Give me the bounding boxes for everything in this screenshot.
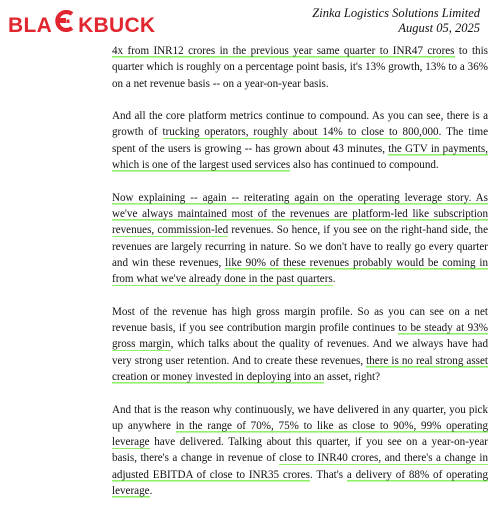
highlighted-text: there is no real strong asset creation or money invested in deploying into an: [112, 354, 488, 383]
transcript-body: [112, 43, 488, 516]
text-segment: , which talks about the quality of revenues. And we always have had very strong user retention. And to create these revenues,: [112, 338, 488, 367]
text-segment: asset, right?: [324, 370, 381, 383]
paragraph-2: [112, 108, 488, 173]
highlighted-text: the GTV in payments, which is one of the largest used services: [112, 142, 488, 172]
truck-logo-icon: [53, 10, 77, 32]
document-meta: [312, 6, 480, 36]
highlighted-text: close to INR40 crores, and there's a change in adjusted EBITDA of close to INR35 crores: [112, 452, 488, 481]
brand-logo: [8, 10, 155, 38]
paragraph-4: [112, 304, 488, 385]
brand-name: [8, 10, 155, 38]
text-segment: Most of the revenue has high gross margin profile. So as you can see on a net revenue basis, if you see contribution margin profile continues: [112, 305, 488, 335]
text-segment: also has continued to compound.: [290, 159, 439, 172]
text-segment: And all the core platform metrics continue to compound. As you can see, there is a growth of: [112, 110, 488, 139]
highlighted-text: trucking operators, roughly about 14% to close to 800,000: [162, 126, 439, 139]
text-segment: .: [149, 485, 153, 498]
text-segment: . That's: [309, 468, 347, 481]
highlighted-text: in the range of 70%, 75% to like as close to 90%, 99% operating leverage: [112, 419, 488, 449]
page-header: [0, 0, 500, 42]
highlighted-text: Now explaining -- again -- reiterating again on the operating leverage story. As we've always maintained most of the revenues are platform-led like subscription revenues, commission-led: [112, 191, 488, 237]
text-segment: revenues. So hence, if you see on the right-hand side, the revenues are largely recurring in nature. So we don't have to really go every quarter and win these revenues,: [112, 224, 488, 269]
text-segment: . The time spent of the users is growing -- has grown about 43 minutes,: [112, 126, 488, 155]
paragraph-5: [112, 402, 488, 500]
highlighted-text: to be steady at 93% gross margin: [112, 322, 488, 351]
paragraph-3: [112, 190, 488, 288]
document-date: August 05, 2025: [398, 21, 480, 35]
highlighted-text: 4x from INR12 crores in the previous year same quarter to INR47 crores: [112, 45, 455, 57]
company-name: Zinka Logistics Solutions Limited: [312, 6, 480, 20]
text-segment: have delivered. Talking about this quarter, if you see on a year-on-year basis, there's a change in revenue of: [112, 436, 488, 465]
paragraph-1: [112, 43, 488, 92]
highlighted-text: a delivery of 88% of operating leverage: [112, 468, 489, 498]
brand-text-end: KBUCK: [78, 14, 156, 37]
highlighted-text: like 90% of these revenues probably would be coming in from what we've already done in the past quarters: [112, 256, 489, 286]
text-segment: And that is the reason why continuously, we have delivered in any quarter, you pick up anywhere: [112, 403, 488, 432]
text-segment: to this quarter which is roughly on a percentage point basis, it's 13% growth, 13% to a 36% on a net revenue basis -- on a year-on-year basis.: [112, 45, 488, 90]
brand-text-start: BLA: [8, 14, 53, 37]
text-segment: .: [332, 273, 336, 286]
